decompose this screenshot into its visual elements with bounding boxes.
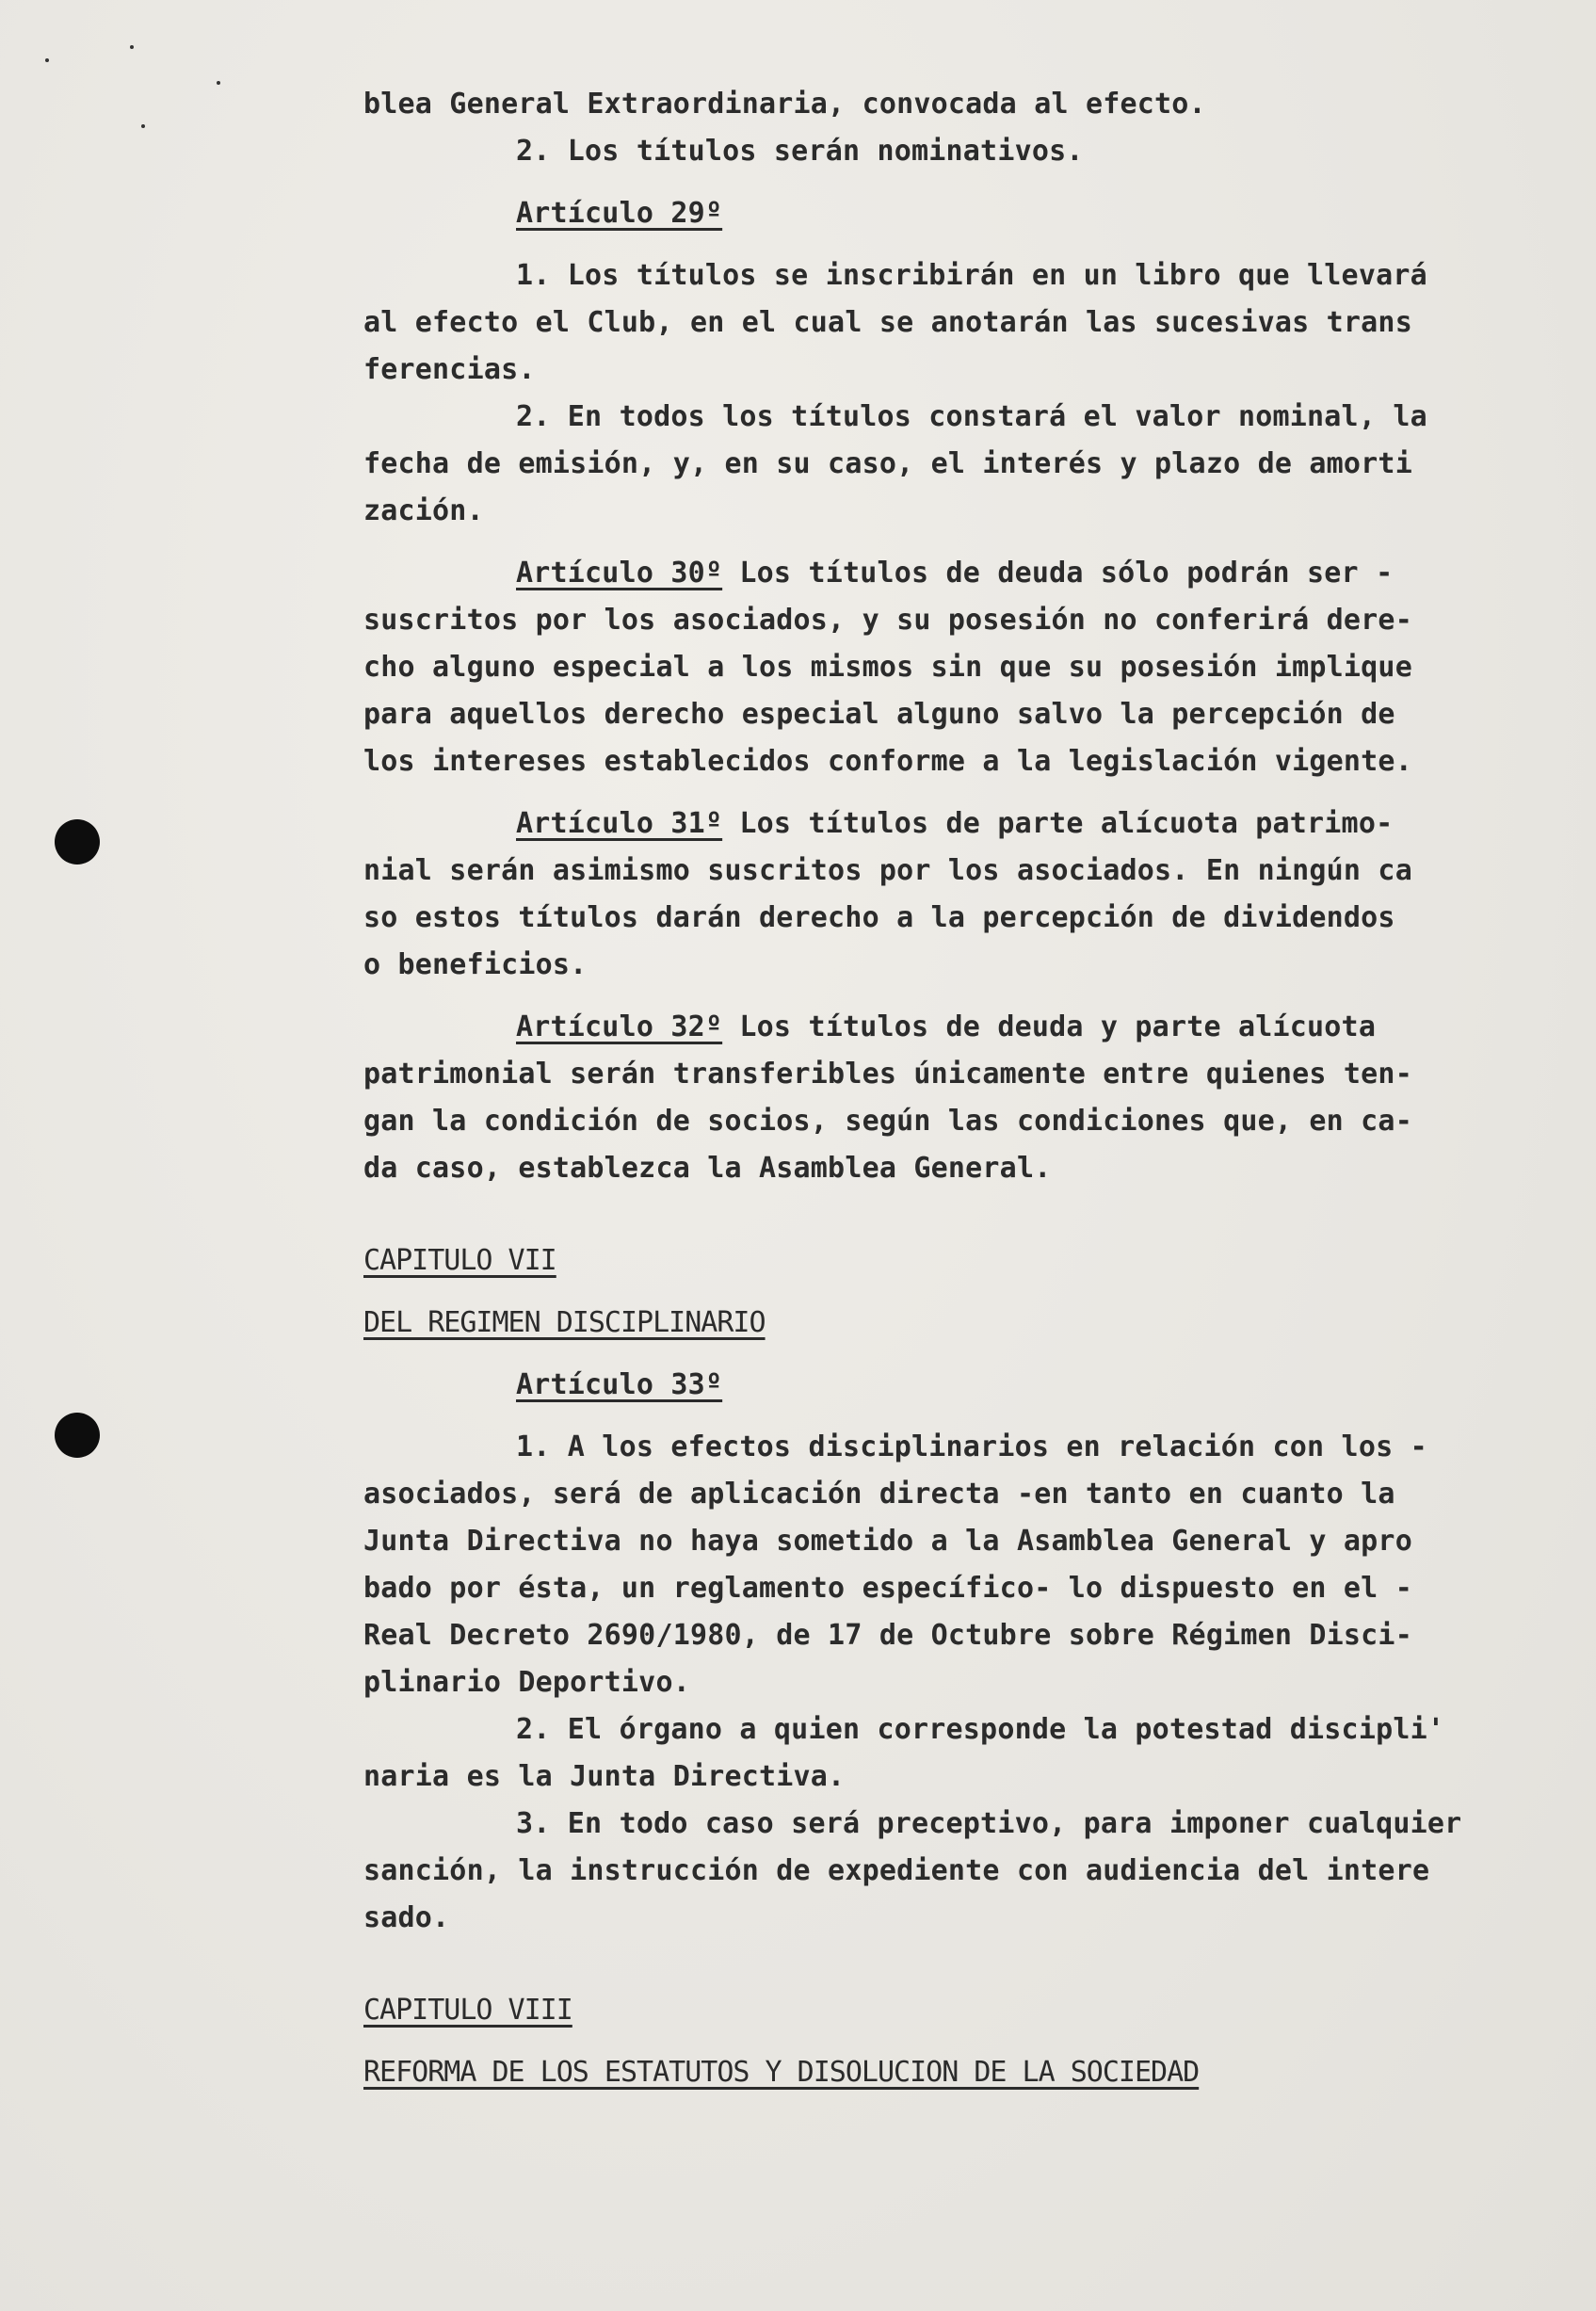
text-line: sado. xyxy=(363,1901,450,1934)
text-line: los intereses establecidos conforme a la legislación vigente. xyxy=(363,745,1412,778)
text-line: 2. En todos los títulos constará el valor nominal, la xyxy=(516,400,1427,433)
article-heading: Artículo 29º xyxy=(516,197,723,230)
chapter-heading: CAPITULO VII xyxy=(363,1244,556,1277)
text-line: 1. Los títulos se inscribirán en un libro que llevará xyxy=(516,259,1427,292)
text-line: Real Decreto 2690/1980, de 17 de Octubre sobre Régimen Disci- xyxy=(363,1619,1412,1652)
article-heading: Artículo 31º xyxy=(516,807,723,840)
punch-hole-bottom xyxy=(55,1413,100,1458)
text-line: Los títulos de deuda y parte alícuota xyxy=(722,1010,1377,1043)
document-body xyxy=(363,81,1522,2096)
text-line: ferencias. xyxy=(363,353,536,386)
text-line: al efecto el Club, en el cual se anotarán las sucesivas trans xyxy=(363,306,1412,339)
chapter-title: DEL REGIMEN DISCIPLINARIO xyxy=(363,1306,766,1339)
text-line: asociados, será de aplicación directa -en tanto en cuanto la xyxy=(363,1478,1395,1511)
text-line: blea General Extraordinaria, convocada al efecto. xyxy=(363,88,1206,121)
text-line: so estos títulos darán derecho a la percepción de dividendos xyxy=(363,901,1395,934)
article-heading: Artículo 33º xyxy=(516,1368,723,1401)
text-line: gan la condición de socios, según las condiciones que, en ca- xyxy=(363,1105,1412,1138)
text-line: zación. xyxy=(363,494,484,527)
text-line: fecha de emisión, y, en su caso, el interés y plazo de amorti xyxy=(363,447,1412,480)
text-line: patrimonial serán transferibles únicamente entre quienes ten- xyxy=(363,1058,1412,1091)
article-heading: Artículo 30º xyxy=(516,557,723,590)
text-line: nial serán asimismo suscritos por los asociados. En ningún ca xyxy=(363,854,1412,887)
article-heading: Artículo 32º xyxy=(516,1010,723,1043)
text-line: suscritos por los asociados, y su posesión no conferirá dere- xyxy=(363,604,1412,637)
text-line: 2. Los títulos serán nominativos. xyxy=(516,135,1084,168)
text-line: Junta Directiva no haya sometido a la Asamblea General y apro xyxy=(363,1525,1412,1558)
chapter-title: REFORMA DE LOS ESTATUTOS Y DISOLUCION DE LA SOCIEDAD xyxy=(363,2056,1200,2089)
text-line: bado por ésta, un reglamento específico- lo dispuesto en el - xyxy=(363,1572,1412,1605)
text-line: 3. En todo caso será preceptivo, para imponer cualquier xyxy=(516,1807,1462,1840)
text-line: da caso, establezca la Asamblea General. xyxy=(363,1152,1052,1185)
punch-hole-top xyxy=(55,819,100,865)
speck xyxy=(217,81,220,85)
text-line: para aquellos derecho especial alguno salvo la percepción de xyxy=(363,698,1395,731)
speck xyxy=(141,124,145,128)
text-line: cho alguno especial a los mismos sin que su posesión implique xyxy=(363,651,1412,684)
speck xyxy=(45,58,49,62)
text-line: plinario Deportivo. xyxy=(363,1666,690,1699)
speck xyxy=(130,45,134,49)
chapter-heading: CAPITULO VIII xyxy=(363,1994,572,2027)
text-line: Los títulos de deuda sólo podrán ser - xyxy=(722,557,1394,590)
text-line: sanción, la instrucción de expediente con audiencia del intere xyxy=(363,1854,1430,1887)
text-line: 2. El órgano a quien corresponde la potestad discipli' xyxy=(516,1713,1445,1746)
text-line: naria es la Junta Directiva. xyxy=(363,1760,846,1793)
text-line: 1. A los efectos disciplinarios en relación con los - xyxy=(516,1430,1427,1463)
text-line: Los títulos de parte alícuota patrimo- xyxy=(722,807,1394,840)
text-line: o beneficios. xyxy=(363,948,588,981)
